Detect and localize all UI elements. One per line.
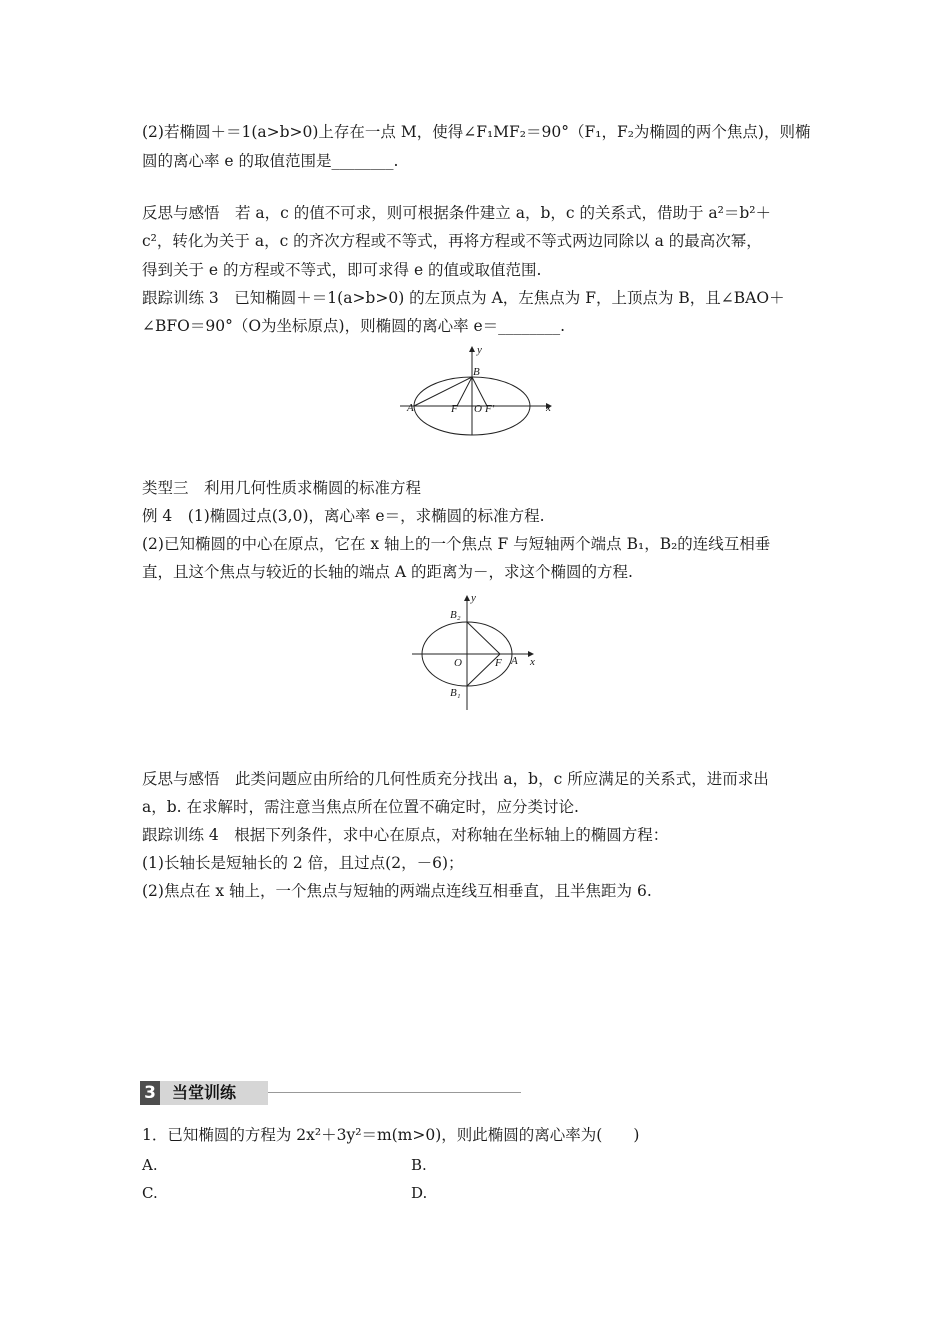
problem-2-line-1: (2)若椭圆＋＝1(a>b>0)上存在一点 M，使得∠F₁MF₂＝90°（F₁，F₂为椭圆的两个焦点)，则椭 [142,123,811,141]
example-4-line-3: 直，且这个焦点与较近的长轴的端点 A 的距离为－，求这个椭圆的方程. [142,563,633,581]
segment-AB [414,377,472,406]
practice-3-line-2: ∠BFO＝90°（O为坐标原点)，则椭圆的离心率 e＝________. [142,317,566,335]
reflection-1-line-3: 得到关于 e 的方程或不等式，即可求得 e 的值或取值范围. [142,261,542,279]
reflection-2-line-2: a，b. 在求解时，需注意当焦点所在位置不确定时，应分类讨论. [142,798,579,816]
segment-BF2 [472,377,487,406]
label-x: x [546,402,551,414]
ellipse-figure-1 [396,343,558,439]
label-A: A [511,655,518,667]
reflection-1-line-1: 反思与感悟 若 a，c 的值不可求，则可根据条件建立 a，b，c 的关系式，借助于 a²＝b²＋ [142,204,771,222]
segment-FB [457,377,472,406]
label-B: B [473,366,480,378]
label-y: y [477,344,482,356]
y-axis-arrow [469,346,475,352]
ellipse-figure-2 [410,590,542,714]
practice-4-line-1: 跟踪训练 4 根据下列条件，求中心在原点，对称轴在坐标轴上的椭圆方程： [142,826,669,844]
question-1: 1．已知椭圆的方程为 2x²＋3y²＝m(m>0)，则此椭圆的离心率为( ) [142,1126,640,1144]
practice-3-line-1: 跟踪训练 3 已知椭圆＋＝1(a>b>0) 的左顶点为 A，左焦点为 F，上顶点为 B，且∠BAO＋ [142,289,785,307]
label-B2: B₂ [450,609,461,621]
segment-B2F [467,622,500,654]
option-d: D. [411,1184,428,1202]
example-4-line-1: 例 4 (1)椭圆过点(3,0)，离心率 e＝，求椭圆的标准方程. [142,507,545,525]
section-number: 3 [140,1081,160,1105]
option-a: A. [142,1156,158,1174]
label-O: O [474,403,482,415]
y-axis-arrow [464,595,470,601]
reflection-2-line-1: 反思与感悟 此类问题应由所给的几何性质充分找出 a，b，c 所应满足的关系式，进而求出 [142,770,769,788]
section-rule [268,1092,521,1093]
label-F-prime: F′ [485,403,495,415]
label-B1: B₁ [450,687,461,699]
option-b: B. [411,1156,427,1174]
label-y: y [471,592,476,604]
option-c: C. [142,1184,158,1202]
label-A: A [407,402,414,414]
label-F: F [451,403,458,415]
label-O: O [454,657,462,669]
example-4-line-2: (2)已知椭圆的中心在原点，它在 x 轴上的一个焦点 F 与短轴两个端点 B₁，B₂的连线互相垂 [142,535,771,553]
practice-4-item-2: (2)焦点在 x 轴上，一个焦点与短轴的两端点连线互相垂直，且半焦距为 6. [142,882,652,900]
practice-4-item-1: (1)长轴长是短轴长的 2 倍，且过点(2，－6)； [142,854,464,872]
type-3-heading: 类型三 利用几何性质求椭圆的标准方程 [142,479,422,497]
reflection-1-line-2: c²，转化为关于 a，c 的齐次方程或不等式，再将方程或不等式两边同除以 a 的最高次幂， [142,232,762,250]
label-x: x [530,656,535,668]
section-title: 当堂训练 [160,1081,268,1105]
label-F: F [495,657,502,669]
problem-2-line-2: 圆的离心率 e 的取值范围是________. [142,152,399,170]
